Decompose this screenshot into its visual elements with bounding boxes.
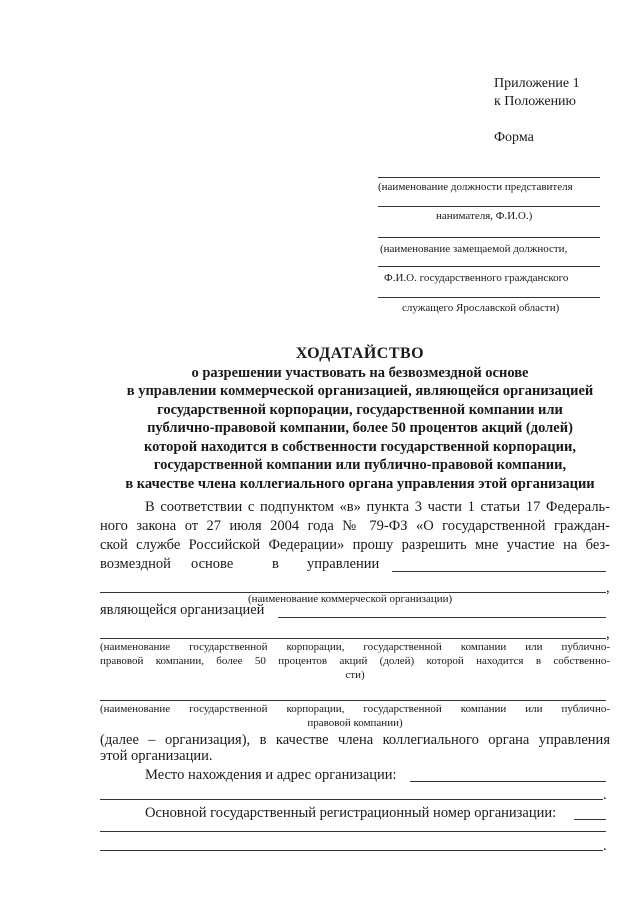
corp2-caption-line: (наименование государственной корпорации, государственной компании или публично- (100, 703, 610, 715)
period-mark: . (603, 787, 607, 803)
ogrn-field-line-2[interactable] (100, 831, 606, 832)
title-line: в управлении коммерческой организацией, являющейся организацией (126, 383, 594, 399)
title-line: публично-правовой компании, более 50 процентов акций (долей) (147, 420, 573, 436)
comma-mark: , (606, 626, 610, 642)
paragraph-word: управлении (307, 556, 380, 572)
form-label: Форма (494, 130, 534, 145)
sender-line-1 (378, 237, 600, 238)
corp-field-line[interactable] (100, 638, 606, 639)
document-title (100, 345, 620, 493)
title-line: в качестве члена коллегиального органа управления этой организации (125, 475, 595, 492)
addressee-caption-2: нанимателя, Ф.И.О.) (436, 210, 533, 222)
comma-mark: , (606, 580, 610, 596)
appendix-number: Приложение 1 (494, 76, 580, 91)
corp-caption-line: правовой компании, более 50 процентов акций (долей) которой находится в собственно- (100, 655, 610, 667)
corp-caption-line: (наименование государственной корпорации, государственной компании или публично- (100, 641, 610, 653)
paragraph-line: ской службе Российской Федерации» прошу разрешить мне участие на без- (100, 537, 610, 553)
paragraph-line: этой организации. (100, 748, 213, 764)
title-main: ХОДАТАЙСТВО (295, 345, 425, 362)
being-org-field-line[interactable] (278, 617, 606, 618)
corp-caption-line: сти) (345, 669, 365, 681)
being-org-label: являющейся организацией (100, 602, 265, 618)
paragraph-line: В соответствии с подпунктом «в» пункта 3 части 1 статьи 17 Федераль- (145, 499, 610, 515)
title-line: государственной корпорации, государственной компании или (157, 401, 563, 418)
paragraph-word: возмездной (100, 556, 171, 572)
addressee-caption-1: (наименование должности представителя (378, 181, 573, 193)
title-line: которой находится в собственности государственной корпорации, (144, 438, 576, 455)
corp2-field-line[interactable] (100, 700, 606, 701)
corp2-caption-line: правовой компании) (307, 717, 403, 729)
paragraph-word: в (272, 556, 279, 572)
commercial-org-caption: (наименование коммерческой организации) (248, 593, 453, 605)
sender-caption-3: служащего Ярославской области) (402, 302, 560, 314)
paragraph-word: основе (191, 556, 234, 572)
ogrn-field-line-3[interactable] (100, 850, 603, 851)
addressee-line-2 (378, 206, 600, 207)
location-field-line-2[interactable] (100, 799, 603, 800)
sender-caption-1: (наименование замещаемой должности, (380, 243, 568, 255)
title-line: о разрешении участвовать на безвозмездной основе (191, 364, 529, 381)
title-line: государственной компании или публично-правовой компании, (153, 457, 567, 473)
sender-line-2 (378, 266, 600, 267)
ogrn-label: Основной государственный регистрационный номер организации: (145, 805, 557, 821)
addressee-line-1 (378, 177, 600, 178)
location-label: Место нахождения и адрес организации: (145, 767, 397, 783)
management-field-line[interactable] (392, 571, 606, 572)
ogrn-field-line[interactable] (574, 819, 606, 820)
paragraph-line: ного закона от 27 июля 2004 года № 79-ФЗ «О государственной граждан- (100, 518, 610, 534)
location-field-line[interactable] (410, 781, 606, 782)
period-mark: . (603, 838, 607, 854)
sender-caption-2: Ф.И.О. государственного гражданского (384, 272, 569, 284)
paragraph-line: (далее – организация), в качестве члена коллегиального органа управления (100, 732, 610, 748)
sender-line-3 (378, 297, 600, 298)
appendix-reference: к Положению (494, 94, 577, 109)
